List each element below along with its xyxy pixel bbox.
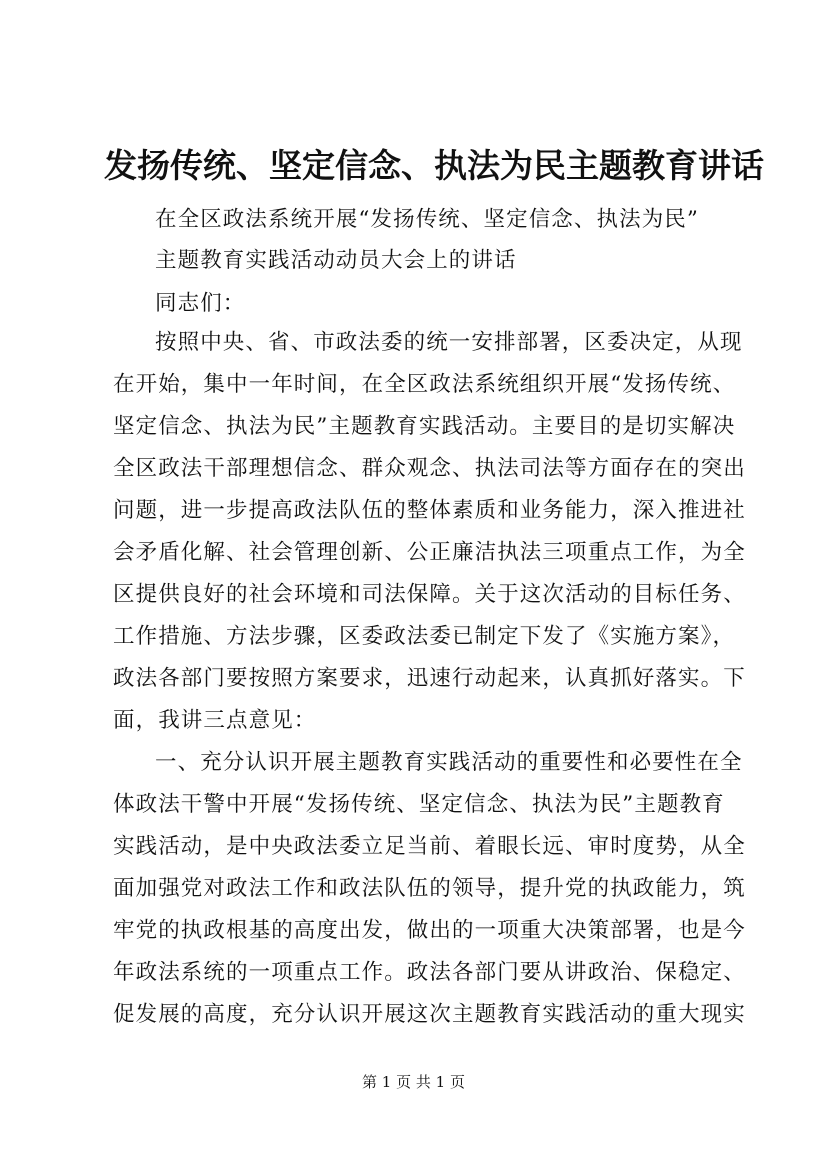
page-number-footer: 第 1 页 共 1 页 (362, 1073, 465, 1091)
document-title: 发扬传统、坚定信念、执法为民主题教育讲话 (104, 146, 764, 185)
body-line: 面，我讲三点意见： (113, 708, 317, 733)
body-line: 全区政法干部理想信念、群众观念、执法司法等方面存在的突出 (113, 456, 746, 481)
body-line: 面加强党对政法工作和政法队伍的领导，提升党的执政能力，筑 (113, 876, 746, 901)
body-line: 在开始，集中一年时间，在全区政法系统组织开展“发扬传统、 (113, 372, 736, 397)
subtitle-line-2: 主题教育实践活动动员大会上的讲话 (155, 248, 517, 273)
body-line: 按照中央、省、市政法委的统一安排部署，区委决定，从现 (155, 330, 743, 355)
salutation: 同志们： (155, 291, 246, 316)
subtitle-line-1: 在全区政法系统开展“发扬传统、坚定信念、执法为民” (155, 207, 699, 232)
section-heading-line: 一、充分认识开展主题教育实践活动的重要性和必要性在全 (155, 750, 743, 775)
body-line: 区提供良好的社会环境和司法保障。关于这次活动的目标任务、 (113, 582, 746, 607)
body-line: 实践活动，是中央政法委立足当前、着眼长远、审时度势，从全 (113, 834, 746, 859)
body-line: 政法各部门要按照方案要求，迅速行动起来，认真抓好落实。下 (113, 666, 746, 691)
body-line: 问题，进一步提高政法队伍的整体素质和业务能力，深入推进社 (113, 498, 746, 523)
body-line: 工作措施、方法步骤，区委政法委已制定下发了《实施方案》， (113, 624, 736, 649)
body-line: 牢党的执政根基的高度出发，做出的一项重大决策部署，也是今 (113, 918, 746, 943)
body-line: 年政法系统的一项重点工作。政法各部门要从讲政治、保稳定、 (113, 960, 746, 985)
body-line: 会矛盾化解、社会管理创新、公正廉洁执法三项重点工作，为全 (113, 540, 746, 565)
body-line: 体政法干警中开展“发扬传统、坚定信念、执法为民”主题教育 (113, 792, 725, 817)
body-line: 坚定信念、执法为民”主题教育实践活动。主要目的是切实解决 (113, 414, 736, 439)
body-line: 促发展的高度，充分认识开展这次主题教育实践活动的重大现实 (113, 1002, 746, 1027)
